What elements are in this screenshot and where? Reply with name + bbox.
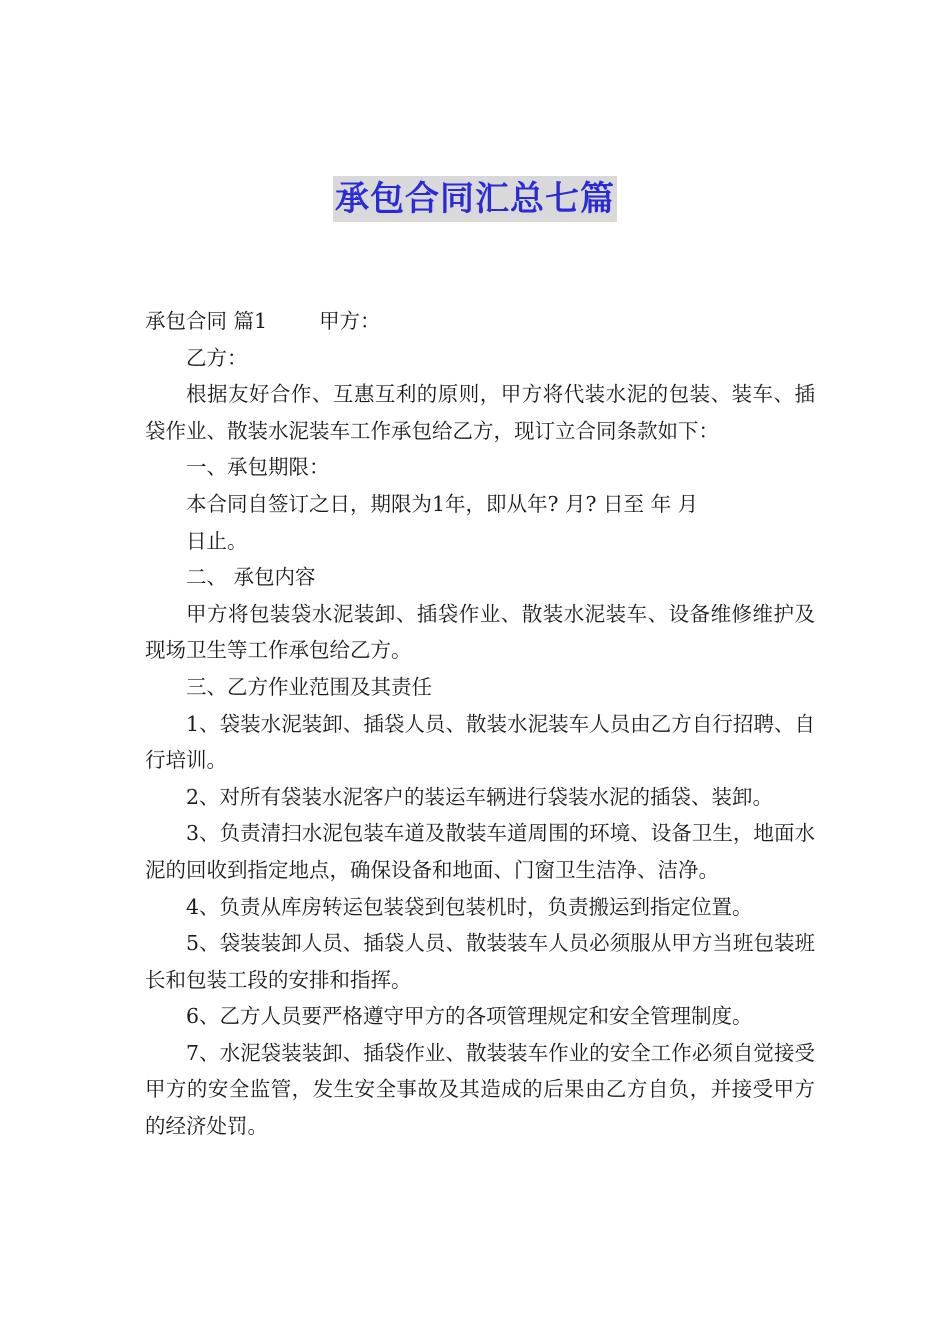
section-heading-line (145, 303, 815, 340)
paragraph: 根据友好合作、互惠互利的原则，甲方将代装水泥的包装、装车、插袋作业、散装水泥装车工作承包给乙方，现订立合同条款如下： (145, 382, 815, 443)
party-a-label: 甲方： (319, 309, 381, 333)
paragraph: 本合同自签订之日，期限为1年，即从年? 月? 日至 年 月 (186, 491, 699, 516)
paragraph: 3、负责清扫水泥包装车道及散装车道周围的环境、设备卫生，地面水泥的回收到指定地点，确保设备和地面、门窗卫生洁净、洁净。 (145, 821, 815, 882)
document-title: 承包合同汇总七篇 (333, 176, 617, 222)
paragraph: 二、 承包内容 (186, 565, 316, 590)
paragraph: 2、对所有袋装水泥客户的装运车辆进行袋装水泥的插袋、装卸。 (186, 784, 774, 809)
title-container (0, 176, 950, 222)
paragraph: 日止。 (186, 528, 248, 553)
paragraph: 一、承包期限： (186, 455, 330, 480)
paragraph: 7、水泥袋装装卸、插袋作业、散装装车作业的安全工作必须自觉接受甲方的安全监管，发生安全事故及其造成的后果由乙方自负，并接受甲方的经济处罚。 (145, 1040, 815, 1139)
paragraph: 乙方： (186, 345, 248, 370)
document-body (145, 303, 815, 1145)
paragraph: 甲方将包装袋水泥装卸、插袋作业、散装水泥装车、设备维修维护及现场卫生等工作承包给乙方。 (145, 601, 815, 663)
paragraph: 5、袋装装卸人员、插袋人员、散装装车人员必须服从甲方当班包装班长和包装工段的安排和指挥。 (145, 931, 815, 992)
paragraph: 1、袋装水泥装卸、插袋人员、散装水泥装车人员由乙方自行招聘、自行培训。 (145, 711, 815, 773)
section-label: 承包合同 篇1 (145, 309, 268, 333)
paragraph: 6、乙方人员要严格遵守甲方的各项管理规定和安全管理制度。 (186, 1004, 753, 1029)
paragraph: 4、负责从库房转运包装袋到包装机时，负责搬运到指定位置。 (186, 894, 753, 919)
paragraph: 三、乙方作业范围及其责任 (186, 674, 432, 699)
